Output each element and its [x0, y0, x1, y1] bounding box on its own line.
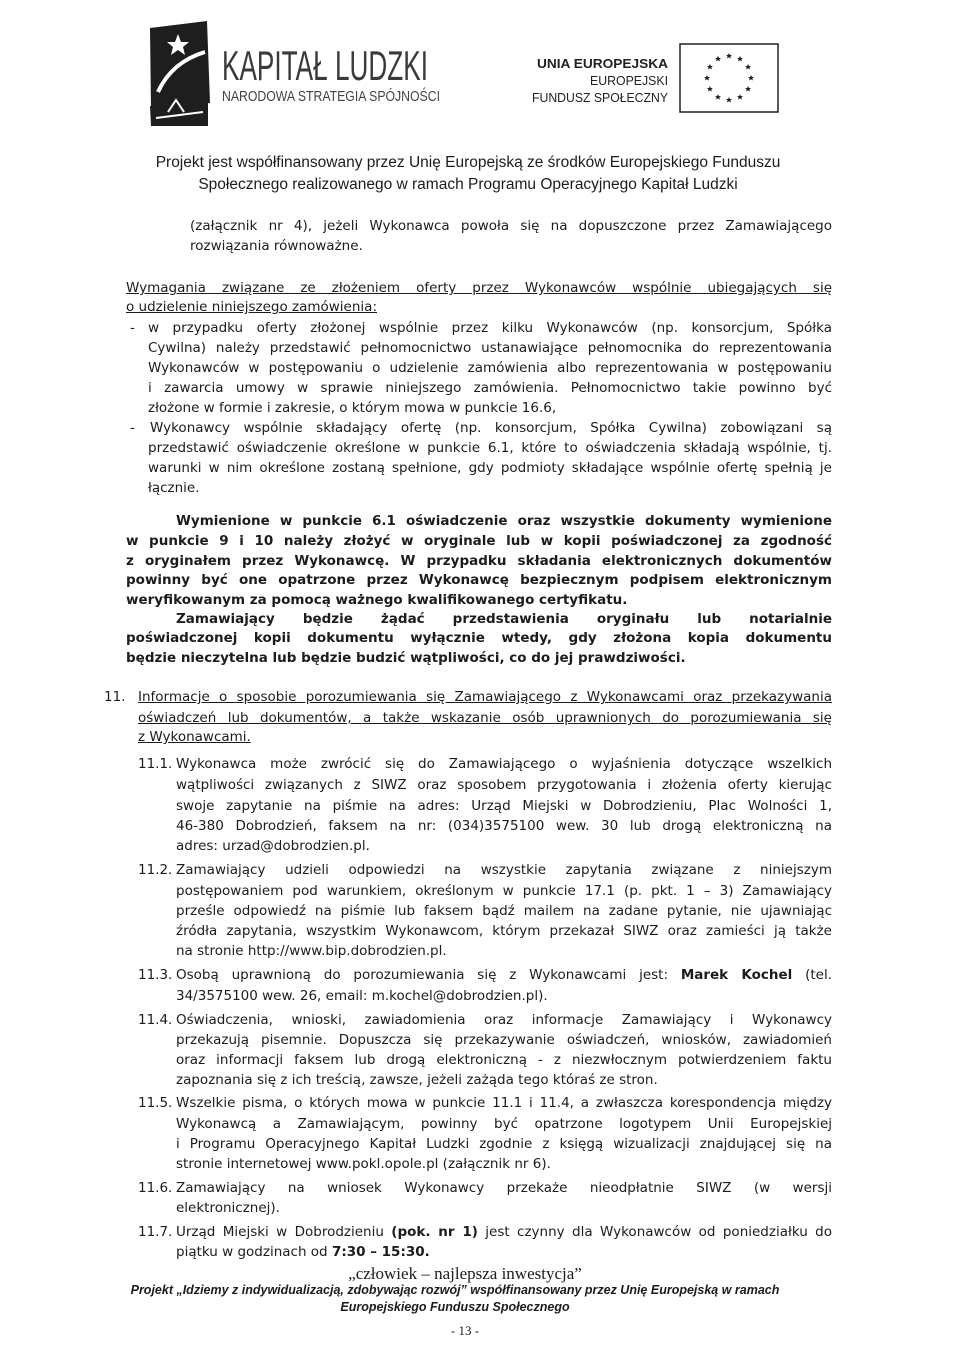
section-heading-line: Informacje o sposobie porozumiewania się Zamawiającego z Wykonawcami oraz przekazywania [138, 689, 832, 705]
cofinancing-line: Projekt jest współfinansowany przez Unię Europejską ze środków Europejskiego Funduszu [155, 154, 781, 171]
bold-note-line: Zamawiający będzie żądać przedstawienia oryginału lub notarialnie [176, 611, 832, 627]
item-line: Zamawiający na wniosek Wykonawcy przekaże nieodpłatnie SIWZ (w wersji [176, 1180, 832, 1196]
item-line: 46-380 Dobrodzień, faksem na nr: (034)3575100 wew. 30 lub drogą elektroniczną na [176, 818, 832, 834]
page-number: - 13 - [450, 1323, 480, 1338]
item-line: wątpliwości związanych z SIWZ oraz sposobem przygotowania i złożenia oferty kierując [176, 777, 832, 793]
item-line: Wykonawcą a Zamawiającym, powinny być opatrzone logotypem Unii Europejskiej [176, 1116, 832, 1132]
section-heading-line: z Wykonawcami. [138, 729, 251, 745]
bullet-line: warunki w nim określone zostaną spełnione, gdy podmioty składające wspólnie ofertę spełnią je [148, 460, 832, 476]
item-line: swoje zapytanie na piśmie na adres: Urząd Miejski w Dobrodzieniu, Plac Wolności 1, [176, 798, 832, 814]
bullet-line: łącznie. [148, 480, 200, 496]
item-number: 11.5. [138, 1095, 173, 1111]
bold-note-line: z oryginałem przez Wykonawcę. W przypadku składania elektronicznych dokumentów [126, 553, 832, 569]
intro-line: rozwiązania równoważne. [190, 238, 363, 254]
bullet-line: Cywilna) należy przedstawić pełnomocnictwo ustanawiające pełnomocnika do reprezentowania [148, 340, 832, 356]
kapital-ludzki-emblem-icon [150, 21, 210, 126]
item-text: (tel. [792, 967, 832, 983]
section-heading-line: oświadczeń lub dokumentów, a także wskazanie osób uprawnionych do porozumiewania się [138, 710, 832, 726]
bullet-line: Wykonawców w postępowaniu o udzielenie zamówienia albo reprezentowania w postępowaniu [148, 360, 832, 376]
item-text: Osobą uprawnioną do porozumiewania się z Wykonawcami jest: [176, 967, 681, 983]
item-line: i Programu Operacyjnego Kapitał Ludzki zgodnie z księgą wizualizacji znajdującej się na [176, 1136, 832, 1152]
office-hours: 7:30 – 15:30. [331, 1244, 430, 1260]
item-number: 11.6. [138, 1180, 173, 1196]
eu-flag-icon [680, 44, 778, 112]
logo-title: KAPITAŁ LUDZKI [222, 42, 428, 89]
logo-subtitle: NARODOWA STRATEGIA SPÓJNOŚCI [222, 89, 480, 105]
item-line: 34/3575100 wew. 26, email: m.kochel@dobrodzien.pl). [176, 988, 548, 1004]
bold-note-line: weryfikowanym za pomocą ważnego kwalifikowanego certyfikatu. [126, 592, 628, 608]
bold-note-line: Wymienione w punkcie 6.1 oświadczenie oraz wszystkie dokumenty wymienione [176, 513, 832, 529]
item-line [176, 965, 832, 985]
bullet-line: złożone w formie i zakresie, o którym mowa w punkcie 16.6, [148, 400, 557, 416]
item-line: Wykonawca może zwrócić się do Zamawiającego o wyjaśnienia dotyczące wszelkich [176, 756, 832, 772]
bold-note-line: w punkcie 9 i 10 należy złożyć w oryginale lub w kopii poświadczonej za zgodność [126, 533, 832, 549]
eu-label-line1: UNIA EUROPEJSKA [537, 56, 669, 71]
item-line [176, 1242, 832, 1262]
joint-bid-heading-line: Wymagania związane ze złożeniem oferty przez Wykonawców wspólnie ubiegających się [126, 280, 832, 296]
bold-note-line: poświadczonej kopii dokumentu wyłącznie wtedy, gdy złożona kopia dokumentu [126, 630, 832, 646]
bullet-line: w przypadku oferty złożonej wspólnie przez kilku Wykonawców (np. konsorcjum, Spółka [148, 320, 832, 336]
item-line: postępowaniem pod warunkiem, określonym w punkcie 17.1 (p. pkt. 1 – 3) Zamawiający [176, 883, 832, 899]
bullet-line: Wykonawcy wspólnie składający ofertę (np. konsorcjum, Spółka Cywilna) zobowiązani są [150, 420, 832, 436]
item-number: 11.3. [138, 967, 173, 983]
item-line: zapoznania się z ich treścią, zawsze, jeżeli zażąda tego któraś ze stron. [176, 1072, 658, 1088]
item-number: 11.1. [138, 756, 173, 772]
bullet-line: i zawarcia umowy w sprawie niniejszego zamówienia. Pełnomocnictwo takie powinno być [148, 380, 832, 396]
footer-slogan: „człowiek – najlepsza inwestycja” [348, 1264, 582, 1283]
item-line: adres: urzad@dobrodzien.pl. [176, 838, 370, 854]
office-room: (pok. nr 1) [391, 1224, 478, 1240]
cofinancing-line: Społecznego realizowanego w ramach Programu Operacyjnego Kapitał Ludzki [198, 176, 738, 193]
section-number: 11. [104, 689, 126, 705]
item-text: jest czynny dla Wykonawców od poniedziałku do [477, 1224, 832, 1240]
bullet-marker: - [130, 320, 135, 336]
item-line: stronie internetowej www.pokl.opole.pl (załącznik nr 6). [176, 1156, 551, 1172]
item-line: na stronie http://www.bip.dobrodzien.pl. [176, 943, 447, 959]
joint-bid-heading-line: o udzielenie niniejszego zamówienia: [126, 299, 377, 315]
item-number: 11.4. [138, 1012, 173, 1028]
footer-project-line: Europejskiego Funduszu Społecznego [340, 1300, 570, 1314]
contact-person-name: Marek Kochel [680, 967, 793, 983]
item-line [176, 1222, 832, 1242]
item-line: źródła zapytania, wszystkim Wykonawcom, którym przekazał SIWZ oraz zamieści ją także [176, 923, 832, 939]
bold-note-line: będzie nieczytelna lub będzie budzić wątpliwości, co do jej prawdziwości. [126, 650, 686, 666]
bullet-marker: - [130, 420, 135, 436]
item-line: prześle odpowiedź na piśmie lub faksem bądź mailem na zadane pytanie, nie ujawniając [176, 903, 832, 919]
item-number: 11.2. [138, 862, 173, 878]
item-number: 11.7. [138, 1224, 173, 1240]
item-line: Oświadczenia, wnioski, zawiadomienia oraz informacje Zamawiający i Wykonawcy [176, 1012, 832, 1028]
item-line: przekazują pisemnie. Dopuszcza się przekazywanie oświadczeń, wniosków, zawiadomień [176, 1032, 832, 1048]
item-text: piątku w godzinach od [176, 1244, 332, 1260]
eu-label-line2: EUROPEJSKI [590, 74, 668, 88]
item-line: elektronicznej). [176, 1200, 280, 1216]
eu-label-line3: FUNDUSZ SPOŁECZNY [532, 91, 669, 105]
item-line: Zamawiający udzieli odpowiedzi na wszystkie zapytania związane z niniejszym [176, 862, 832, 878]
header-logos [0, 0, 960, 140]
footer-project-line: Projekt „Idziemy z indywidualizacją, zdobywając rozwój” współfinansowany przez Unię Europejską w ramach [130, 1283, 780, 1297]
bullet-line: przedstawić oświadczenie określone w punkcie 6.1, które to oświadczenia składają wspólnie, tj. [148, 440, 832, 456]
intro-line: (załącznik nr 4), jeżeli Wykonawca powoła się na dopuszczone przez Zamawiającego [190, 218, 832, 234]
bold-note-line: powinny być one opatrzone przez Wykonawcę bezpiecznym podpisem elektronicznym [126, 572, 832, 588]
item-line: oraz informacji faksem lub drogą elektroniczną - z niezwłocznym potwierdzeniem faktu [176, 1052, 832, 1068]
item-line: Wszelkie pisma, o których mowa w punkcie 11.1 i 11.4, a zwłaszcza korespondencja między [176, 1095, 832, 1111]
item-text: Urząd Miejski w Dobrodzieniu [176, 1224, 392, 1240]
